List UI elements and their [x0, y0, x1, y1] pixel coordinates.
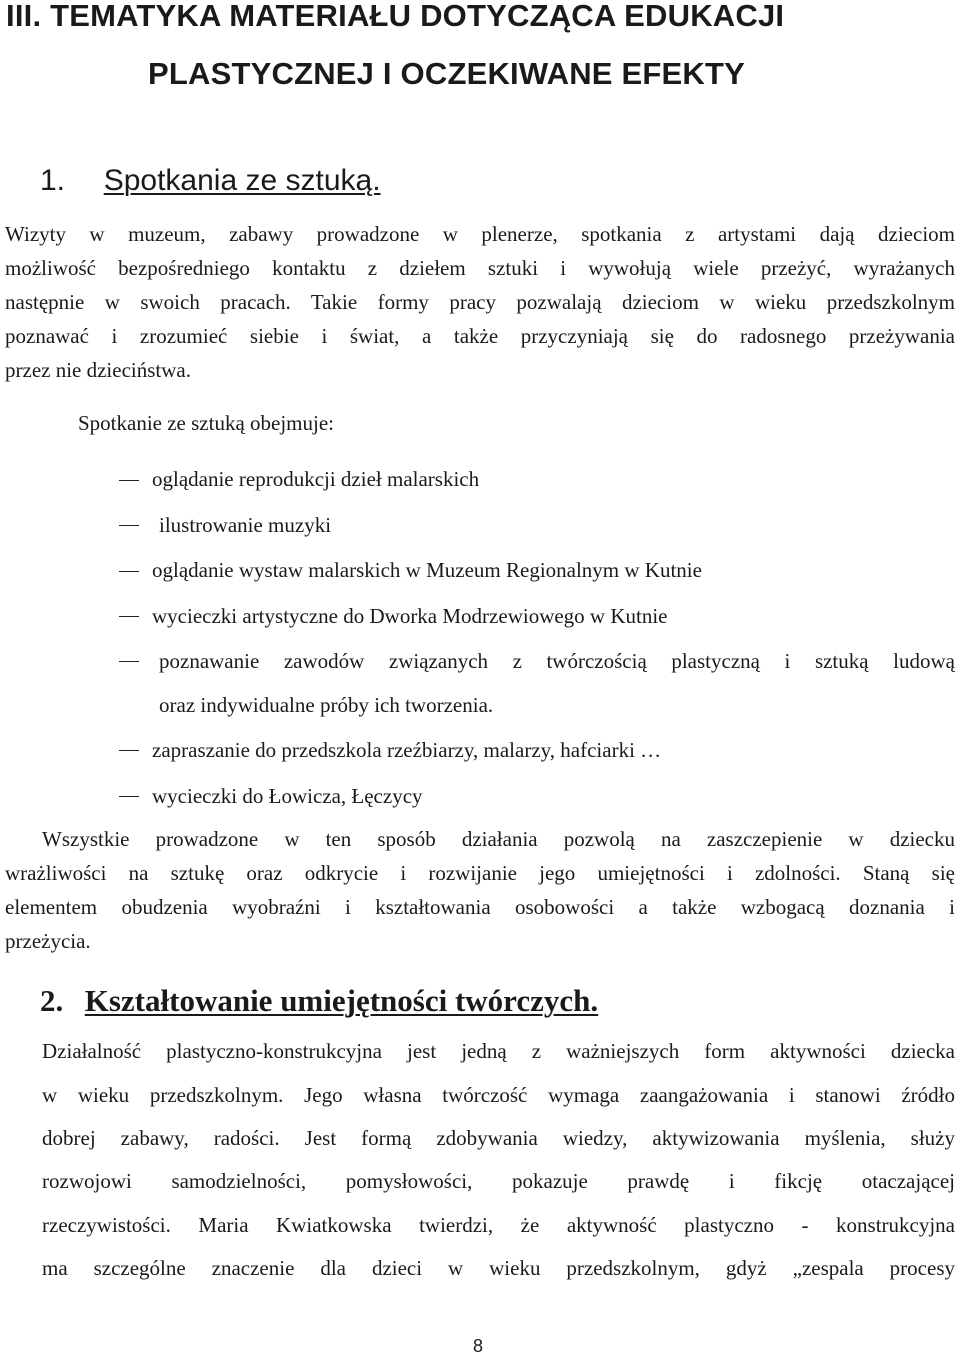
section-2-number: 2. — [40, 983, 64, 1018]
list-item-continuation: oraz indywidualne próby ich tworzenia. — [159, 693, 494, 717]
list-dash — [119, 661, 139, 662]
section-2-para-line-3: dobrej zabawy, radości. Jest formą zdobywania wiedzy, aktywizowania myślenia, służy — [42, 1126, 955, 1150]
section-1-para-line-5: przez nie dzieciństwa. — [5, 358, 191, 382]
list-dash — [119, 616, 139, 617]
section-2-title: Kształtowanie umiejętności twórczych. — [84, 983, 599, 1018]
list-item: wycieczki do Łowicza, Łęczycy — [152, 784, 423, 808]
section-1-para-line-1: Wizyty w muzeum, zabawy prowadzone w plenerze, spotkania z artystami dają dzieciom — [5, 222, 955, 246]
section-2-heading — [40, 983, 598, 1019]
list-item: ilustrowanie muzyki — [159, 513, 332, 537]
section-1-para-line-4: poznawać i zrozumieć siebie i świat, a także przyczyniają się do radosnego przeżywania — [5, 324, 955, 348]
section-2-para-line-1: Działalność plastyczno-konstrukcyjna jest jedną z ważniejszych form aktywności dziecka — [42, 1039, 955, 1063]
list-item: poznawanie zawodów związanych z twórczością plastyczną i sztuką ludową — [159, 649, 955, 673]
page-number: 8 — [473, 1336, 484, 1356]
list-item: wycieczki artystyczne do Dworka Modrzewiowego w Kutnie — [152, 604, 668, 628]
section-1-para-line-2: możliwość bezpośredniego kontaktu z dziełem sztuki i wywołują wiele przeżyć, wyrażanych — [5, 256, 955, 280]
list-dash — [119, 750, 139, 751]
section-2-para-line-2: w wieku przedszkolnym. Jego własna twórczość wymaga zaangażowania i stanowi źródło — [42, 1083, 955, 1107]
section-2-para-line-5: rzeczywistości. Maria Kwiatkowska twierdzi, że aktywność plastyczno - konstrukcyjna — [42, 1213, 955, 1237]
section-1-title: Spotkania ze sztuką. — [103, 164, 381, 197]
list-item: oglądanie reprodukcji dzieł malarskich — [152, 467, 480, 491]
list-dash — [119, 525, 139, 526]
list-dash — [119, 480, 139, 481]
section-1-number: 1. — [40, 164, 66, 197]
section-1-heading — [40, 164, 381, 198]
chapter-title-line-1: III. TEMATYKA MATERIAŁU DOTYCZĄCA EDUKACJI — [6, 0, 785, 33]
summary-line-4: przeżycia. — [5, 929, 91, 953]
list-dash — [119, 796, 139, 797]
summary-line-1: Wszystkie prowadzone w ten sposób działania pozwolą na zaszczepienie w dziecku — [42, 827, 955, 851]
section-2-para-line-4: rozwojowi samodzielności, pomysłowości, pokazuje prawdę i fikcję otaczającej — [42, 1169, 955, 1193]
list-dash — [119, 571, 139, 572]
section-2-para-line-6: ma szczególne znaczenie dla dzieci w wieku przedszkolnym, gdyż „zespala procesy — [42, 1256, 955, 1280]
list-item: oglądanie wystaw malarskich w Muzeum Regionalnym w Kutnie — [152, 558, 702, 582]
chapter-title-line-2: PLASTYCZNEJ I OCZEKIWANE EFEKTY — [148, 56, 745, 91]
summary-line-2: wrażliwości na sztukę oraz odkrycie i rozwijanie jego umiejętności i zdolności. Staną się — [5, 861, 955, 885]
summary-line-3: elementem obudzenia wyobraźni i kształtowania osobowości a także wzbogacą doznania i — [5, 895, 955, 919]
section-1-para-line-3: następnie w swoich pracach. Takie formy pracy pozwalają dzieciom w wieku przedszkolnym — [5, 290, 955, 314]
list-intro: Spotkanie ze sztuką obejmuje: — [78, 411, 335, 435]
list-item: zapraszanie do przedszkola rzeźbiarzy, malarzy, hafciarki … — [152, 738, 662, 762]
